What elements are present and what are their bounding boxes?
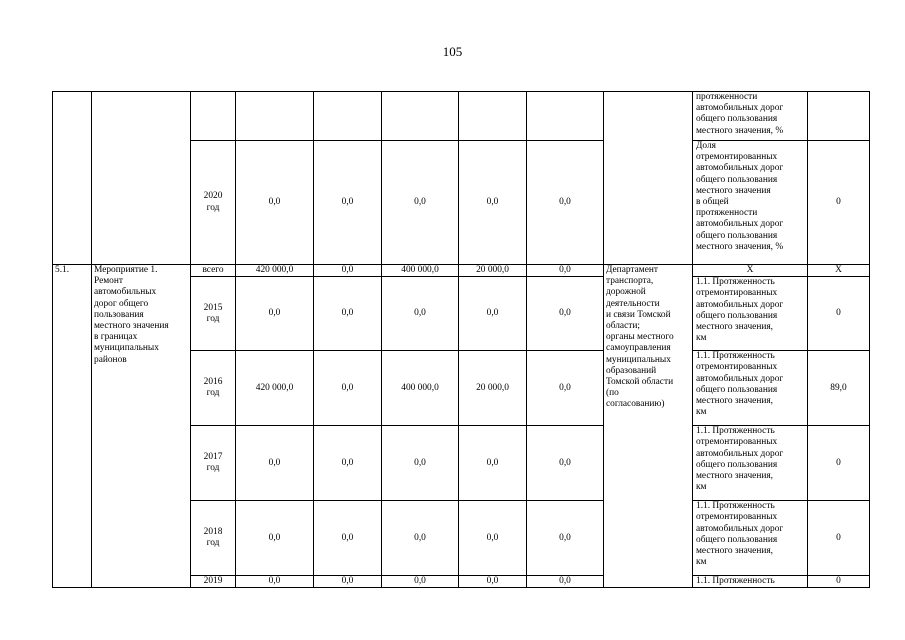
cell-federal: 0,0 — [314, 265, 382, 277]
cell-regional: 0,0 — [382, 576, 459, 588]
page-number: 105 — [442, 44, 463, 59]
cell-indicator: Х — [693, 265, 808, 277]
cell-local: 0,0 — [459, 501, 527, 576]
cell-value: 0 — [808, 501, 870, 576]
cell-total: 0,0 — [236, 426, 314, 501]
cell-name — [92, 92, 191, 265]
cell-name: Мероприятие 1. Ремонт автомобильных дорог общего пользования местного значения в границах муниципальных районов — [92, 265, 191, 588]
cell-indicator: протяженности автомобильных дорог общего пользования местного значения, % — [693, 92, 808, 141]
cell-local: 0,0 — [459, 277, 527, 351]
table-row — [53, 92, 870, 141]
cell-total: 420 000,0 — [236, 351, 314, 426]
cell-year: 2020 год — [191, 141, 236, 265]
cell-indicator: 1.1. Протяженность отремонтированных автомобильных дорог общего пользования местного значения, км — [693, 277, 808, 351]
cell-federal: 0,0 — [314, 576, 382, 588]
cell-year: 2019 — [191, 576, 236, 588]
cell-other: 0,0 — [527, 426, 604, 501]
cell-other: 0,0 — [527, 277, 604, 351]
cell-regional: 400 000,0 — [382, 351, 459, 426]
cell-year: 2017 год — [191, 426, 236, 501]
cell-year: 2015 год — [191, 277, 236, 351]
cell-local: 20 000,0 — [459, 265, 527, 277]
cell-other: 0,0 — [527, 576, 604, 588]
cell-federal: 0,0 — [314, 141, 382, 265]
cell-local: 0,0 — [459, 576, 527, 588]
cell-regional: 0,0 — [382, 277, 459, 351]
cell-indicator: 1.1. Протяженность отремонтированных автомобильных дорог общего пользования местного значения, км — [693, 426, 808, 501]
cell-other — [527, 92, 604, 141]
cell-other: 0,0 — [527, 351, 604, 426]
cell-year — [191, 92, 236, 141]
cell-year: 2018 год — [191, 501, 236, 576]
cell-value: 0 — [808, 426, 870, 501]
cell-indicator: 1.1. Протяженность — [693, 576, 808, 588]
cell-total: 0,0 — [236, 141, 314, 265]
cell-federal — [314, 92, 382, 141]
cell-value: Х — [808, 265, 870, 277]
cell-other: 0,0 — [527, 501, 604, 576]
program-table — [52, 91, 870, 588]
cell-federal: 0,0 — [314, 351, 382, 426]
cell-indicator: 1.1. Протяженность отремонтированных автомобильных дорог общего пользования местного значения, км — [693, 501, 808, 576]
cell-value — [808, 92, 870, 141]
cell-other: 0,0 — [527, 265, 604, 277]
cell-local: 20 000,0 — [459, 351, 527, 426]
cell-local: 0,0 — [459, 141, 527, 265]
cell-year: всего — [191, 265, 236, 277]
cell-regional: 0,0 — [382, 426, 459, 501]
cell-regional: 400 000,0 — [382, 265, 459, 277]
cell-total: 0,0 — [236, 277, 314, 351]
cell-federal: 0,0 — [314, 426, 382, 501]
cell-value: 0 — [808, 277, 870, 351]
cell-value: 0 — [808, 576, 870, 588]
cell-num: 5.1. — [53, 265, 92, 588]
cell-federal: 0,0 — [314, 277, 382, 351]
cell-federal: 0,0 — [314, 501, 382, 576]
cell-value: 89,0 — [808, 351, 870, 426]
cell-other: 0,0 — [527, 141, 604, 265]
cell-total: 0,0 — [236, 501, 314, 576]
cell-total: 420 000,0 — [236, 265, 314, 277]
cell-executor — [604, 92, 693, 265]
cell-regional — [382, 92, 459, 141]
cell-value: 0 — [808, 141, 870, 265]
cell-indicator: 1.1. Протяженность отремонтированных автомобильных дорог общего пользования местного значения, км — [693, 351, 808, 426]
cell-executor: Департамент транспорта, дорожной деятельности и связи Томской области; органы местного самоуправления муниципальных образований Томской области (по согласованию) — [604, 265, 693, 588]
table-row — [53, 265, 870, 277]
cell-local — [459, 92, 527, 141]
cell-total: 0,0 — [236, 576, 314, 588]
cell-num — [53, 92, 92, 265]
cell-regional: 0,0 — [382, 141, 459, 265]
cell-total — [236, 92, 314, 141]
cell-local: 0,0 — [459, 426, 527, 501]
cell-regional: 0,0 — [382, 501, 459, 576]
cell-indicator: Доля отремонтированных автомобильных дорог общего пользования местного значения в общей протяженности автомобильных дорог общего пользования местного значения, % — [693, 141, 808, 265]
cell-year: 2016 год — [191, 351, 236, 426]
